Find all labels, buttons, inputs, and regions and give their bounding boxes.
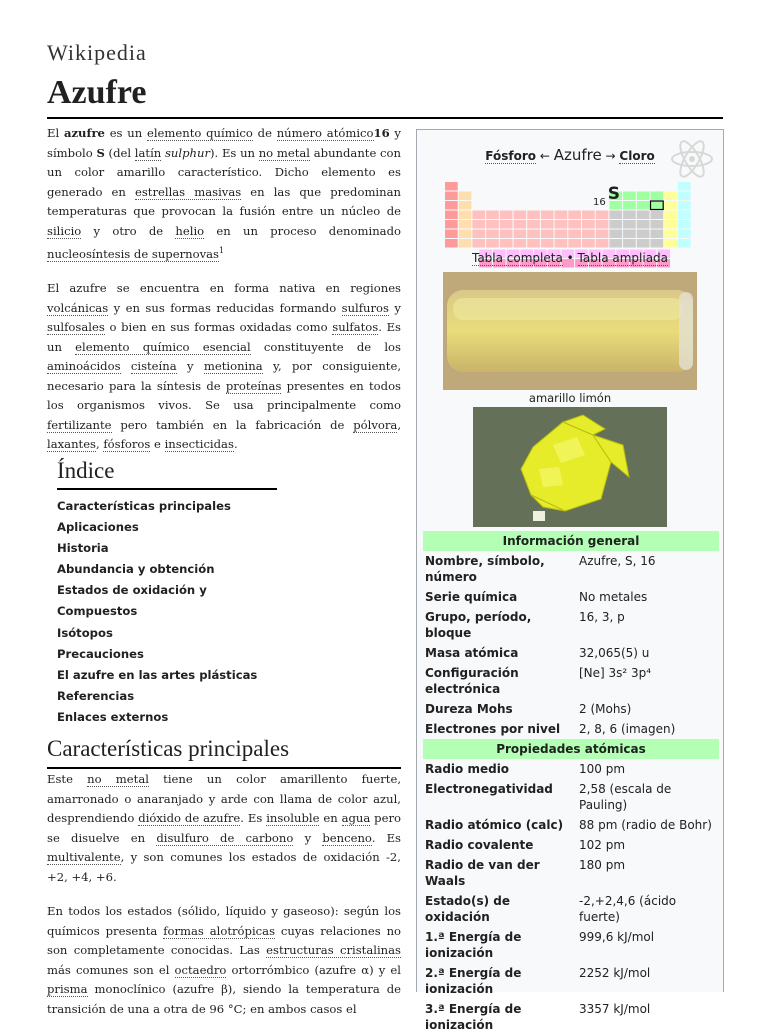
- property-label: Masa atómica: [425, 646, 519, 660]
- property-value: 2252 kJ/mol: [579, 966, 651, 980]
- periodic-cell[interactable]: [623, 239, 636, 248]
- text-run: e: [150, 437, 165, 452]
- infobox-row: [423, 999, 719, 1035]
- article-link[interactable]: fertilizante: [47, 417, 112, 432]
- property-label: Electronegatividad: [425, 782, 553, 796]
- infobox-row: [423, 663, 719, 699]
- table-full-link[interactable]: Tabla completa: [471, 251, 563, 265]
- text-run: en: [319, 811, 342, 825]
- periodic-cell[interactable]: [609, 211, 622, 220]
- element-symbol: [593, 184, 620, 208]
- infobox: [416, 129, 724, 1032]
- toc-item[interactable]: Características principales: [57, 499, 231, 513]
- periodic-cell[interactable]: [514, 220, 527, 229]
- bold-term: azufre: [63, 126, 105, 140]
- property-label: Electrones por nivel: [425, 722, 561, 736]
- toc-list: [57, 496, 277, 728]
- periodic-cell[interactable]: [500, 230, 513, 239]
- periodic-cell[interactable]: [568, 220, 581, 229]
- periodic-cell[interactable]: [472, 239, 485, 248]
- periodic-cell[interactable]: [514, 211, 527, 220]
- periodic-cell[interactable]: [568, 239, 581, 248]
- periodic-cell[interactable]: [445, 220, 458, 229]
- element-navigation: [417, 146, 723, 164]
- text-run: en un proceso denominado: [204, 223, 401, 238]
- article-link[interactable]: latín: [134, 145, 162, 160]
- sulfur-crystal-photo[interactable]: [473, 407, 667, 527]
- article-link[interactable]: no metal: [258, 145, 311, 160]
- periodic-cell[interactable]: [678, 182, 691, 191]
- periodic-cell[interactable]: [486, 220, 499, 229]
- text-run: , y son comunes los estados de oxidación -2, +2, +4, +6.: [47, 850, 401, 884]
- article-link[interactable]: sulfosales: [47, 320, 105, 335]
- italic-term: sulphur: [164, 145, 211, 160]
- article-link[interactable]: aminoácidos: [47, 359, 121, 374]
- periodic-cell[interactable]: [582, 239, 595, 248]
- text-run: de: [252, 126, 277, 140]
- periodic-cell[interactable]: [472, 220, 485, 229]
- intro-paragraph-2: [47, 279, 401, 455]
- infobox-row: [423, 759, 719, 779]
- periodic-cell[interactable]: [596, 220, 609, 229]
- infobox-row: [423, 927, 719, 963]
- infobox-row: [423, 835, 719, 855]
- text-run: y en sus formas reducidas formando: [108, 300, 342, 315]
- text-run: y: [388, 300, 401, 315]
- property-value: 102 pm: [579, 838, 626, 852]
- text-run: o bien en sus formas oxidadas como: [104, 320, 333, 335]
- periodic-cell[interactable]: [623, 192, 636, 201]
- property-value: 88 pm (radio de Bohr): [579, 818, 712, 832]
- periodic-cell[interactable]: [609, 230, 622, 239]
- periodic-cell[interactable]: [527, 239, 540, 248]
- periodic-cell[interactable]: [637, 239, 650, 248]
- text-run: . Es: [371, 830, 402, 845]
- article-link[interactable]: elemento químico: [146, 126, 253, 140]
- periodic-cell[interactable]: [445, 230, 458, 239]
- periodic-cell[interactable]: [568, 230, 581, 239]
- periodic-cell[interactable]: [678, 239, 691, 248]
- periodic-cell[interactable]: [651, 192, 664, 201]
- article-link[interactable]: laxantes: [47, 437, 97, 452]
- text-run: y otro de: [81, 223, 176, 238]
- periodic-cell[interactable]: [623, 220, 636, 229]
- article-link[interactable]: nucleosíntesis de supernovas: [47, 246, 219, 261]
- article-link[interactable]: metionina: [203, 359, 263, 374]
- periodic-cell[interactable]: [651, 201, 664, 210]
- periodic-cell[interactable]: [555, 239, 568, 248]
- property-value: 2,58 (escala de Pauling): [579, 782, 672, 812]
- periodic-cell[interactable]: [664, 211, 677, 220]
- periodic-cell[interactable]: [637, 220, 650, 229]
- text-run: .: [233, 437, 238, 452]
- text-run: y símbolo: [47, 126, 401, 160]
- property-label: Nombre, símbolo, número: [425, 554, 545, 584]
- property-value: 100 pm: [579, 762, 626, 776]
- property-value: 2, 8, 6 (imagen): [579, 722, 676, 736]
- property-label: 3.ª Energía de ionización: [425, 1002, 522, 1032]
- text-run: tiene un color amarillento fuerte, amarronado o anaranjado y arde con llama de color azul, desprendiendo: [47, 772, 402, 825]
- periodic-cell[interactable]: [609, 239, 622, 248]
- infobox-row: [423, 963, 719, 999]
- symbol-text: S: [607, 184, 620, 204]
- periodic-cell[interactable]: [555, 211, 568, 220]
- periodic-cell[interactable]: [486, 211, 499, 220]
- periodic-cell[interactable]: [651, 220, 664, 229]
- prev-element-link[interactable]: Fósforo: [485, 149, 536, 163]
- periodic-cell[interactable]: [459, 192, 472, 201]
- section-text: [47, 770, 401, 1034]
- text-run: ,: [397, 417, 401, 432]
- toc-item[interactable]: Estados de oxidación y Compuestos: [57, 583, 207, 619]
- toc-title: Índice: [57, 458, 277, 490]
- article-link[interactable]: insoluble: [266, 811, 320, 825]
- text-run: presentes en todos los organismos vivos. Se usa principalmente como: [47, 378, 401, 413]
- table-wide-link[interactable]: Tabla ampliada: [577, 251, 669, 265]
- infobox-section-header: [423, 531, 719, 551]
- text-run: El azufre se encuentra en forma nativa en regiones: [47, 281, 401, 296]
- periodic-cell[interactable]: [623, 201, 636, 210]
- article-link[interactable]: benceno: [322, 830, 372, 845]
- text-run: en las que predominan temperaturas que provocan la fusión entre un núcleo de: [47, 184, 401, 218]
- article-link[interactable]: número atómico: [276, 126, 374, 140]
- periodic-cell[interactable]: [459, 201, 472, 210]
- periodic-cell[interactable]: [472, 211, 485, 220]
- infobox-row: [423, 891, 719, 927]
- infobox-row: [423, 855, 719, 891]
- article-link[interactable]: volcánicas: [47, 300, 109, 315]
- section-header-text: Información general: [423, 531, 719, 551]
- section-paragraph-1: [47, 770, 401, 887]
- text-run: El: [47, 126, 64, 140]
- article-link[interactable]: estructuras cristalinas: [266, 943, 401, 957]
- article-link[interactable]: silicio: [47, 223, 82, 238]
- bullet-separator: •: [566, 251, 574, 265]
- property-label: Configuración electrónica: [425, 666, 519, 696]
- periodic-cell[interactable]: [568, 211, 581, 220]
- article-link[interactable]: prisma: [47, 982, 88, 996]
- periodic-cell[interactable]: [555, 220, 568, 229]
- periodic-cell[interactable]: [651, 239, 664, 248]
- article-link[interactable]: disulfuro de carbono: [156, 830, 294, 845]
- text-run: En todos los estados (sólido, líquido y gaseoso): según los químicos presenta: [47, 904, 401, 938]
- periodic-cell[interactable]: [637, 192, 650, 201]
- infobox-row: [423, 607, 719, 643]
- text-run: . Es un: [47, 320, 401, 354]
- infobox-row: [423, 587, 719, 607]
- property-value: 2 (Mohs): [579, 702, 632, 716]
- infobox-row: [423, 779, 719, 815]
- periodic-cell[interactable]: [623, 211, 636, 220]
- periodic-cell[interactable]: [678, 230, 691, 239]
- periodic-cell[interactable]: [500, 220, 513, 229]
- text-run: cuyas relaciones no son completamente conocidas. Las: [47, 923, 402, 957]
- periodic-cell[interactable]: [596, 230, 609, 239]
- property-value: 999,6 kJ/mol: [579, 930, 655, 944]
- section-paragraph-2: [47, 902, 401, 1019]
- property-label: Radio de van der Waals: [425, 858, 540, 888]
- text-run: constituyente de los: [250, 339, 401, 354]
- toc-item[interactable]: El azufre en las artes plásticas: [57, 667, 258, 682]
- periodic-cell[interactable]: [459, 230, 472, 239]
- property-label: Estado(s) de oxidación: [425, 894, 511, 924]
- bold-term: S: [96, 145, 105, 160]
- infobox-section-header: [423, 739, 719, 759]
- infobox-row: [423, 719, 719, 739]
- sulfur-powder-photo[interactable]: [443, 272, 697, 390]
- text-run: monoclínico (azufre β), siendo la temperatura de transición de una a otra de 96 °C; en ambos casos el: [47, 982, 401, 1016]
- periodic-cell[interactable]: [527, 211, 540, 220]
- periodic-cell[interactable]: [678, 192, 691, 201]
- article-link[interactable]: sulfuros: [341, 300, 389, 315]
- atomic-number: 16: [593, 197, 606, 208]
- property-label: Radio medio: [425, 762, 510, 776]
- periodic-cell[interactable]: [678, 220, 691, 229]
- periodic-cell[interactable]: [664, 220, 677, 229]
- title-divider: [47, 117, 723, 119]
- periodic-cell[interactable]: [678, 211, 691, 220]
- text-run: ). Es un: [210, 145, 259, 160]
- periodic-cell[interactable]: [664, 201, 677, 210]
- article-link[interactable]: proteínas: [225, 378, 282, 393]
- property-label: 1.ª Energía de ionización: [425, 930, 522, 960]
- periodic-cell[interactable]: [637, 230, 650, 239]
- property-label: Dureza Mohs: [425, 702, 513, 716]
- arrow-right-icon: →: [605, 149, 616, 163]
- text-run: Este: [47, 772, 88, 786]
- article-link[interactable]: cisteína: [130, 359, 177, 374]
- article-link[interactable]: pólvora: [353, 417, 398, 432]
- article-link[interactable]: elemento químico esencial: [75, 339, 251, 354]
- wikipedia-logo[interactable]: Wikipedia: [47, 40, 147, 65]
- periodic-cell[interactable]: [664, 192, 677, 201]
- text-run: pero también en la fabricación de: [111, 417, 354, 432]
- periodic-cell[interactable]: [500, 211, 513, 220]
- toc-item[interactable]: Abundancia y obtención: [57, 562, 215, 577]
- property-value: 3357 kJ/mol: [579, 1002, 651, 1016]
- infobox-row: [423, 551, 719, 587]
- periodic-cell[interactable]: [445, 201, 458, 210]
- table-of-contents: [57, 458, 277, 728]
- periodic-cell[interactable]: [459, 211, 472, 220]
- property-value: Azufre, S, 16: [579, 554, 656, 568]
- property-label: Serie química: [425, 590, 518, 604]
- text-run: y: [176, 359, 204, 374]
- properties-table: [423, 531, 719, 1035]
- text-run: y: [293, 830, 323, 845]
- property-value: [Ne] 3s² 3p⁴: [579, 666, 652, 680]
- periodic-cell[interactable]: [527, 220, 540, 229]
- intro-text: [47, 124, 401, 470]
- periodic-cell[interactable]: [596, 211, 609, 220]
- periodic-cell[interactable]: [582, 211, 595, 220]
- article-link[interactable]: insecticidas: [164, 437, 234, 452]
- article-link[interactable]: estrellas masivas: [134, 184, 242, 199]
- toc-item[interactable]: Enlaces externos: [57, 709, 169, 724]
- property-value: -2,+2,4,6 (ácido fuerte): [579, 894, 677, 924]
- periodic-cell[interactable]: [637, 201, 650, 210]
- periodic-cell[interactable]: [445, 239, 458, 248]
- text-run: más comunes son el: [47, 962, 175, 977]
- text-run: . Es: [240, 811, 267, 825]
- periodic-cell[interactable]: [459, 239, 472, 248]
- periodic-cell[interactable]: [445, 211, 458, 220]
- article-link[interactable]: helio: [175, 223, 205, 238]
- text-run: abundante con un color amarillo característico. Dicho elemento es generado en: [47, 145, 401, 199]
- toc-item[interactable]: Aplicaciones: [57, 520, 139, 535]
- property-label: 2.ª Energía de ionización: [425, 966, 522, 996]
- toc-item[interactable]: Referencias: [57, 688, 135, 703]
- next-element-link[interactable]: Cloro: [619, 149, 655, 163]
- periodic-cell[interactable]: [472, 230, 485, 239]
- property-label: Radio atómico (calc): [425, 818, 564, 832]
- article-link[interactable]: dióxido de azufre: [138, 811, 241, 825]
- periodic-cell[interactable]: [486, 230, 499, 239]
- article-link[interactable]: agua: [341, 811, 371, 825]
- section-header-text: Propiedades atómicas: [423, 739, 719, 759]
- property-value: 180 pm: [579, 858, 626, 872]
- page-title: Azufre: [47, 74, 147, 111]
- periodic-cell[interactable]: [486, 239, 499, 248]
- periodic-cell[interactable]: [445, 182, 458, 191]
- text-run: ,: [96, 437, 104, 452]
- article-link[interactable]: no metal: [87, 772, 149, 786]
- periodic-cell[interactable]: [514, 239, 527, 248]
- periodic-cell[interactable]: [445, 192, 458, 201]
- article-link[interactable]: octaedro: [174, 962, 227, 977]
- periodic-cell[interactable]: [678, 201, 691, 210]
- toc-item[interactable]: Historia: [57, 541, 109, 556]
- property-value[interactable]: No metales: [579, 590, 648, 604]
- infobox-row: [423, 699, 719, 719]
- periodic-cell[interactable]: [527, 230, 540, 239]
- text-run: pero se disuelve en: [47, 811, 401, 845]
- periodic-cell[interactable]: [637, 211, 650, 220]
- property-value: 32,065(5) u: [579, 646, 650, 660]
- text-run: ortorrómbico (azufre α) y el: [226, 962, 401, 977]
- property-label: Radio covalente: [425, 838, 534, 852]
- section-heading: Características principales: [47, 736, 401, 769]
- text-run: es un: [104, 126, 147, 140]
- periodic-cell[interactable]: [651, 211, 664, 220]
- periodic-cell[interactable]: [664, 239, 677, 248]
- infobox-row: [423, 815, 719, 835]
- article-link[interactable]: formas alotrópicas: [163, 923, 276, 938]
- periodic-cell[interactable]: [582, 230, 595, 239]
- periodic-cell[interactable]: [609, 220, 622, 229]
- arrow-left-icon: ←: [539, 149, 550, 163]
- current-element: Azufre: [553, 146, 602, 164]
- reference-link[interactable]: 1: [218, 246, 225, 255]
- periodic-cell[interactable]: [541, 239, 554, 248]
- periodic-cell[interactable]: [582, 220, 595, 229]
- property-value[interactable]: 16, 3, p: [579, 610, 625, 624]
- periodic-cell[interactable]: [541, 220, 554, 229]
- toc-item[interactable]: Precauciones: [57, 646, 144, 661]
- table-links: [417, 251, 723, 265]
- periodic-cell[interactable]: [555, 230, 568, 239]
- intro-paragraph-1: [47, 124, 401, 264]
- periodic-cell[interactable]: [500, 239, 513, 248]
- periodic-cell[interactable]: [651, 230, 664, 239]
- text-run: y, por consiguiente, necesario para la síntesis de: [47, 359, 402, 393]
- article-link[interactable]: fósforos: [103, 437, 151, 452]
- image-caption: amarillo limón: [528, 391, 612, 405]
- text-run: (del: [104, 145, 135, 160]
- periodic-cell[interactable]: [514, 230, 527, 239]
- article-link[interactable]: multivalente: [47, 850, 121, 864]
- periodic-cell[interactable]: [541, 230, 554, 239]
- periodic-table-mini[interactable]: [445, 180, 693, 250]
- bold-term: 16: [373, 126, 390, 140]
- infobox-row: [423, 643, 719, 663]
- periodic-cell[interactable]: [596, 239, 609, 248]
- toc-item[interactable]: Isótopos: [57, 625, 113, 640]
- article-link[interactable]: sulfatos: [332, 320, 379, 335]
- periodic-cell[interactable]: [541, 211, 554, 220]
- periodic-cell[interactable]: [459, 220, 472, 229]
- property-label: Grupo, período, bloque: [425, 610, 532, 640]
- periodic-cell[interactable]: [623, 230, 636, 239]
- text-run: [121, 359, 131, 373]
- periodic-cell[interactable]: [664, 230, 677, 239]
